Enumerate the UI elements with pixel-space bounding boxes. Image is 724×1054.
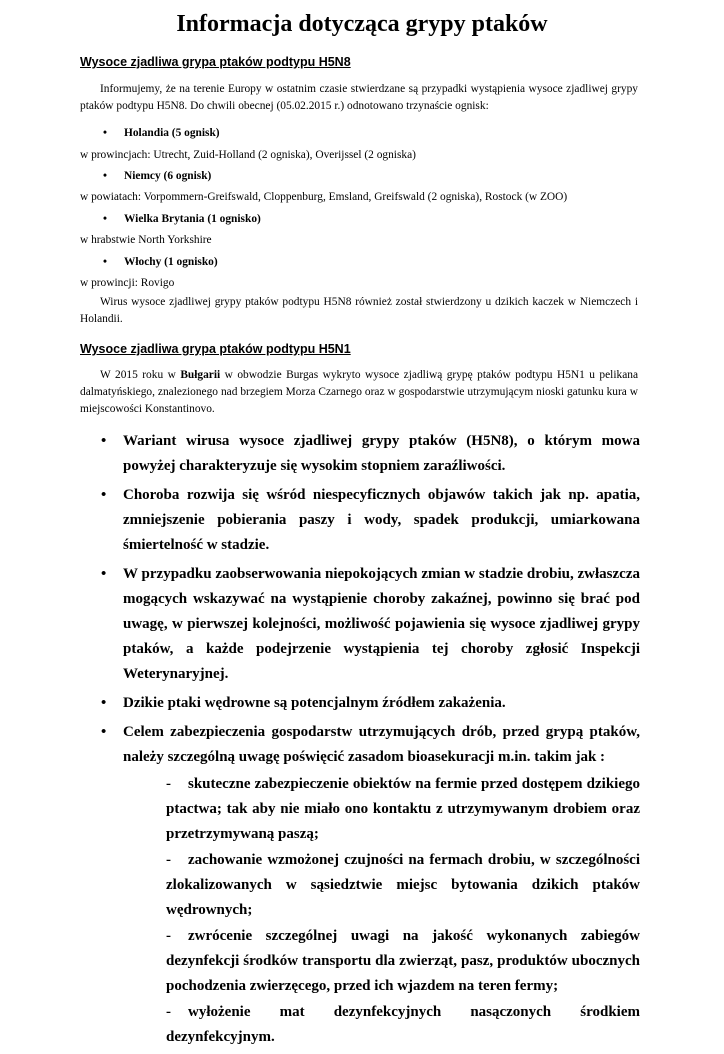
country-name: Niemcy (6 ognisk) <box>124 170 212 182</box>
bullet-icon: • <box>103 213 107 225</box>
country-location: w prowincji: Rovigo <box>80 277 175 289</box>
recommendation-item <box>80 562 640 687</box>
section-heading-h5n1: Wysoce zjadliwa grypa ptaków podtypu H5N1 <box>80 342 351 356</box>
page-title: Informacja dotycząca grypy ptaków <box>176 11 548 37</box>
country-name: Holandia (5 ognisk) <box>124 127 220 139</box>
biosecurity-text: zachowanie wzmożonej czujności na fermach drobiu, w szczególności zlokalizowanych w sąsiedztwie miejsc bytowania dzikich ptaków wędrownych; <box>166 852 640 918</box>
bullet-icon: • <box>103 170 107 182</box>
bullet-icon: • <box>101 433 107 449</box>
bullet-icon: • <box>101 566 107 582</box>
h5n8-intro-paragraph: Informujemy, że na terenie Europy w ostatnim czasie stwierdzane są przypadki wystąpienia wysoce zjadliwej grypy ptaków podtypu H5N8. Do chwili obecnej (05.02.2015 r.) odnotowano trzynaście ognisk: <box>80 83 638 112</box>
biosecurity-item <box>166 1000 640 1050</box>
dash-marker: - <box>166 1004 171 1020</box>
bullet-icon: • <box>101 487 107 503</box>
biosecurity-text: zwrócenie szczególnej uwagi na jakość wykonanych zabiegów dezynfekcji środków transportu dla zwierząt, pasz, produktów ubocznych pochodzenia zwierzęcego, przed ich wjazdem na teren fermy; <box>166 928 640 994</box>
recommendation-text: Celem zabezpieczenia gospodarstw utrzymujących drób, przed grypą ptaków, należy szczególną uwagę poświęcić zasadom bioasekuracji m.in. takim jak : <box>123 724 640 765</box>
bullet-icon: • <box>101 724 107 740</box>
h5n1-paragraph <box>80 367 638 418</box>
recommendation-text: Dzikie ptaki wędrowne są potencjalnym źródłem zakażenia. <box>123 695 506 711</box>
dash-marker: - <box>166 928 171 944</box>
country-location: w hrabstwie North Yorkshire <box>80 234 212 246</box>
biosecurity-item <box>166 772 640 847</box>
recommendation-text: Wariant wirusa wysoce zjadliwej grypy ptaków (H5N8), o którym mowa powyżej charakteryzuje się wysokim stopniem zaraźliwości. <box>123 433 640 474</box>
country-item-wlochy <box>103 254 218 270</box>
biosecurity-item <box>166 848 640 923</box>
h5n8-closing-paragraph: Wirus wysoce zjadliwej grypy ptaków podtypu H5N8 również został stwierdzony u dzikich kaczek w Niemczech i Holandii. <box>80 296 638 325</box>
recommendation-item <box>80 720 640 1050</box>
recommendation-text: W przypadku zaobserwowania niepokojących zmian w stadzie drobiu, zwłaszcza mogących wskazywać na wystąpienie choroby zakaźnej, powinno się brać pod uwagę, w pierwszej kolejności, możliwość pojawienia się wysoce zjadliwej grypy ptaków, a każde podejrzenie wystąpienia tej choroby zgłosić Inspekcji Weterynaryjnej. <box>123 566 640 682</box>
biosecurity-text: wyłożenie mat dezynfekcyjnych nasączonych środkiem dezynfekcyjnym. <box>166 1004 640 1045</box>
biosecurity-item <box>166 924 640 999</box>
recommendation-item <box>80 691 640 716</box>
country-item-wielka-brytania <box>103 211 261 227</box>
recommendation-item <box>80 429 640 479</box>
section-heading-h5n8: Wysoce zjadliwa grypa ptaków podtypu H5N8 <box>80 55 351 69</box>
country-name: Włochy (1 ognisko) <box>124 256 218 268</box>
country-location: w powiatach: Vorpommern-Greifswald, Cloppenburg, Emsland, Greifswald (2 ogniska), Rostock (w ZOO) <box>80 191 568 203</box>
bullet-icon: • <box>103 127 107 139</box>
h5n1-text-start: W 2015 roku w <box>100 369 181 381</box>
biosecurity-text: skuteczne zabezpieczenie obiektów na fermie przed dostępem dzikiego ptactwa; tak aby nie miało ono kontaktu z utrzymywanym drobiem oraz przetrzymywaną paszą; <box>166 776 640 842</box>
bullet-icon: • <box>101 695 107 711</box>
dash-marker: - <box>166 776 171 792</box>
country-item-holandia <box>103 125 220 141</box>
country-name: Wielka Brytania (1 ognisko) <box>124 213 261 225</box>
country-item-niemcy <box>103 168 211 184</box>
h5n1-country-bold: Bułgarii <box>180 369 221 381</box>
country-location: w prowincjach: Utrecht, Zuid-Holland (2 ogniska), Overijssel (2 ogniska) <box>80 149 416 161</box>
h5n1-text-end: w obwodzie Burgas wykryto wysoce zjadliwą grypę ptaków podtypu H5N1 u pelikana dalmatyńskiego, znalezionego nad brzegiem Morza Czarnego oraz w gospodarstwie utrzymującym nioski gatunku kura w miejscowości Konstantinovo. <box>80 369 638 415</box>
recommendation-text: Choroba rozwija się wśród niespecyficznych objawów takich jak np. apatia, zmniejszenie pobierania paszy i wody, spadek produkcji, umiarkowana śmiertelność w stadzie. <box>123 487 640 553</box>
bullet-icon: • <box>103 256 107 268</box>
dash-marker: - <box>166 852 171 868</box>
biosecurity-list <box>166 772 640 1050</box>
recommendation-item <box>80 483 640 558</box>
recommendations-list <box>80 429 640 1054</box>
